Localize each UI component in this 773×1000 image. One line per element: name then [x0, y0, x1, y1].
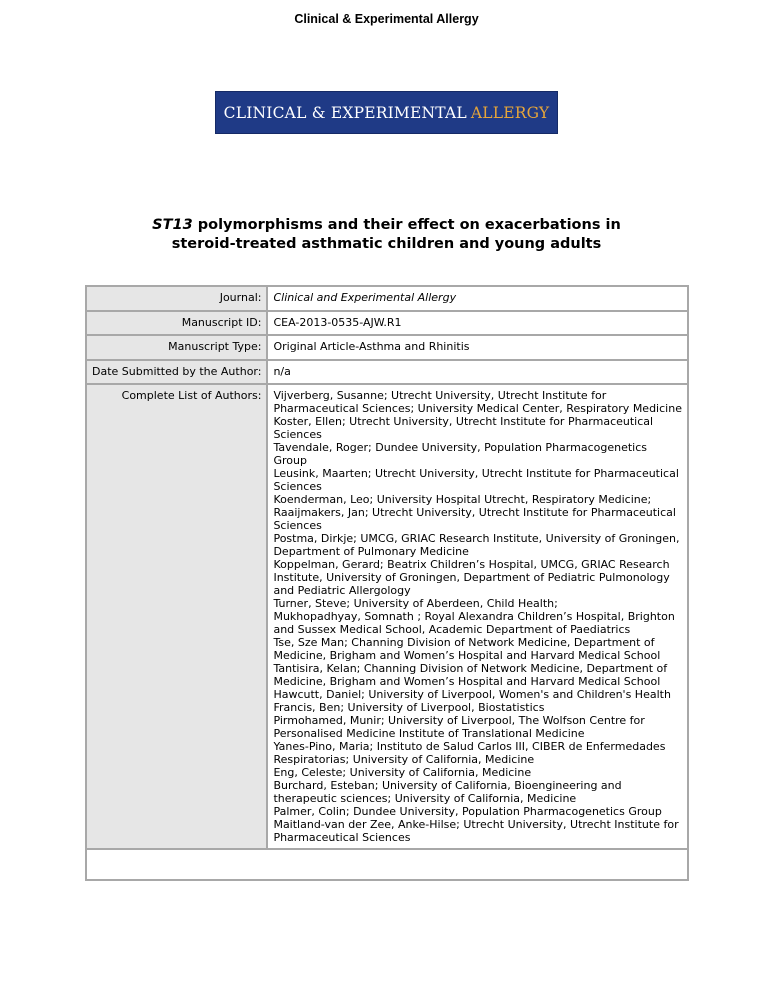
- title-line1: polymorphisms and their effect on exacerbations in: [192, 217, 621, 233]
- author-entry: Koppelman, Gerard; Beatrix Children’s Hospital, UMCG, GRIAC Research Institute, University of Groningen, Department of Pediatric Pulmonology and Pediatric Allergology: [273, 558, 670, 597]
- author-list: [273, 389, 682, 844]
- manuscript-title: [100, 216, 673, 254]
- author-entry: Francis, Ben; University of Liverpool, Biostatistics: [273, 701, 545, 714]
- journal-label: Journal:: [86, 286, 267, 311]
- author-entry: Palmer, Colin; Dundee University, Population Pharmacogenetics Group: [273, 805, 662, 818]
- author-entry: Turner, Steve; University of Aberdeen, Child Health;: [273, 597, 558, 610]
- author-entry: Koenderman, Leo; University Hospital Utrecht, Respiratory Medicine;: [273, 493, 652, 506]
- manuscript-type-label: Manuscript Type:: [86, 335, 267, 360]
- manuscript-type-row: [86, 335, 688, 360]
- journal-row: [86, 286, 688, 311]
- manuscript-id-value: CEA-2013-0535-AJW.R1: [267, 311, 688, 336]
- journal-banner-logo: [215, 91, 558, 134]
- author-entry: Tantisira, Kelan; Channing Division of Network Medicine, Department of Medicine, Brigham and Women’s Hospital and Harvard Medical School: [273, 662, 668, 688]
- date-submitted-row: [86, 360, 688, 385]
- manuscript-id-label: Manuscript ID:: [86, 311, 267, 336]
- author-entry: Maitland-van der Zee, Anke-Hilse; Utrecht University, Utrecht Institute for Pharmaceutical Sciences: [273, 818, 679, 844]
- journal-value: Clinical and Experimental Allergy: [267, 286, 688, 311]
- authors-row: [86, 384, 688, 849]
- author-entry: Yanes-Pino, Maria; Instituto de Salud Carlos III, CIBER de Enfermedades Respiratorias; University of California, Medicine: [273, 740, 666, 766]
- date-submitted-value: n/a: [267, 360, 688, 385]
- manuscript-type-value: Original Article-Asthma and Rhinitis: [267, 335, 688, 360]
- author-entry: Pirmohamed, Munir; University of Liverpool, The Wolfson Centre for Personalised Medicine Institute of Translational Medicine: [273, 714, 645, 740]
- manuscript-metadata-table: [85, 285, 689, 881]
- manuscript-id-row: [86, 311, 688, 336]
- author-entry: Koster, Ellen; Utrecht University, Utrecht Institute for Pharmaceutical Sciences: [273, 415, 654, 441]
- author-entry: Burchard, Esteban; University of California, Bioengineering and therapeutic sciences; University of California, Medicine: [273, 779, 622, 805]
- author-entry: Mukhopadhyay, Somnath ; Royal Alexandra Children’s Hospital, Brighton and Sussex Medical School, Academic Department of Paediatrics: [273, 610, 675, 636]
- banner-text: CLINICAL & EXPERIMENTAL: [223, 103, 467, 122]
- author-entry: Tavendale, Roger; Dundee University, Population Pharmacogenetics Group: [273, 441, 647, 467]
- author-entry: Postma, Dirkje; UMCG, GRIAC Research Institute, University of Groningen, Department of Pulmonary Medicine: [273, 532, 680, 558]
- running-header: Clinical & Experimental Allergy: [294, 12, 479, 26]
- author-entry: Tse, Sze Man; Channing Division of Network Medicine, Department of Medicine, Brigham and Women’s Hospital and Harvard Medical School: [273, 636, 661, 662]
- title-line2: steroid-treated asthmatic children and young adults: [171, 236, 602, 252]
- author-entry: Vijverberg, Susanne; Utrecht University, Utrecht Institute for Pharmaceutical Sciences; University Medical Center, Respiratory Medicine: [273, 389, 682, 415]
- authors-value: [267, 384, 688, 849]
- date-submitted-label: Date Submitted by the Author:: [86, 360, 267, 385]
- author-entry: Hawcutt, Daniel; University of Liverpool, Women's and Children's Health: [273, 688, 671, 701]
- author-entry: Raaijmakers, Jan; Utrecht University, Utrecht Institute for Pharmaceutical Sciences: [273, 506, 676, 532]
- title-gene: ST13: [152, 217, 193, 233]
- banner-accent-text: ALLERGY: [470, 103, 550, 122]
- author-entry: Leusink, Maarten; Utrecht University, Utrecht Institute for Pharmaceutical Sciences: [273, 467, 679, 493]
- authors-label: Complete List of Authors:: [86, 384, 267, 849]
- empty-row: [86, 849, 688, 880]
- author-entry: Eng, Celeste; University of California, Medicine: [273, 766, 532, 779]
- empty-cell: [86, 849, 688, 880]
